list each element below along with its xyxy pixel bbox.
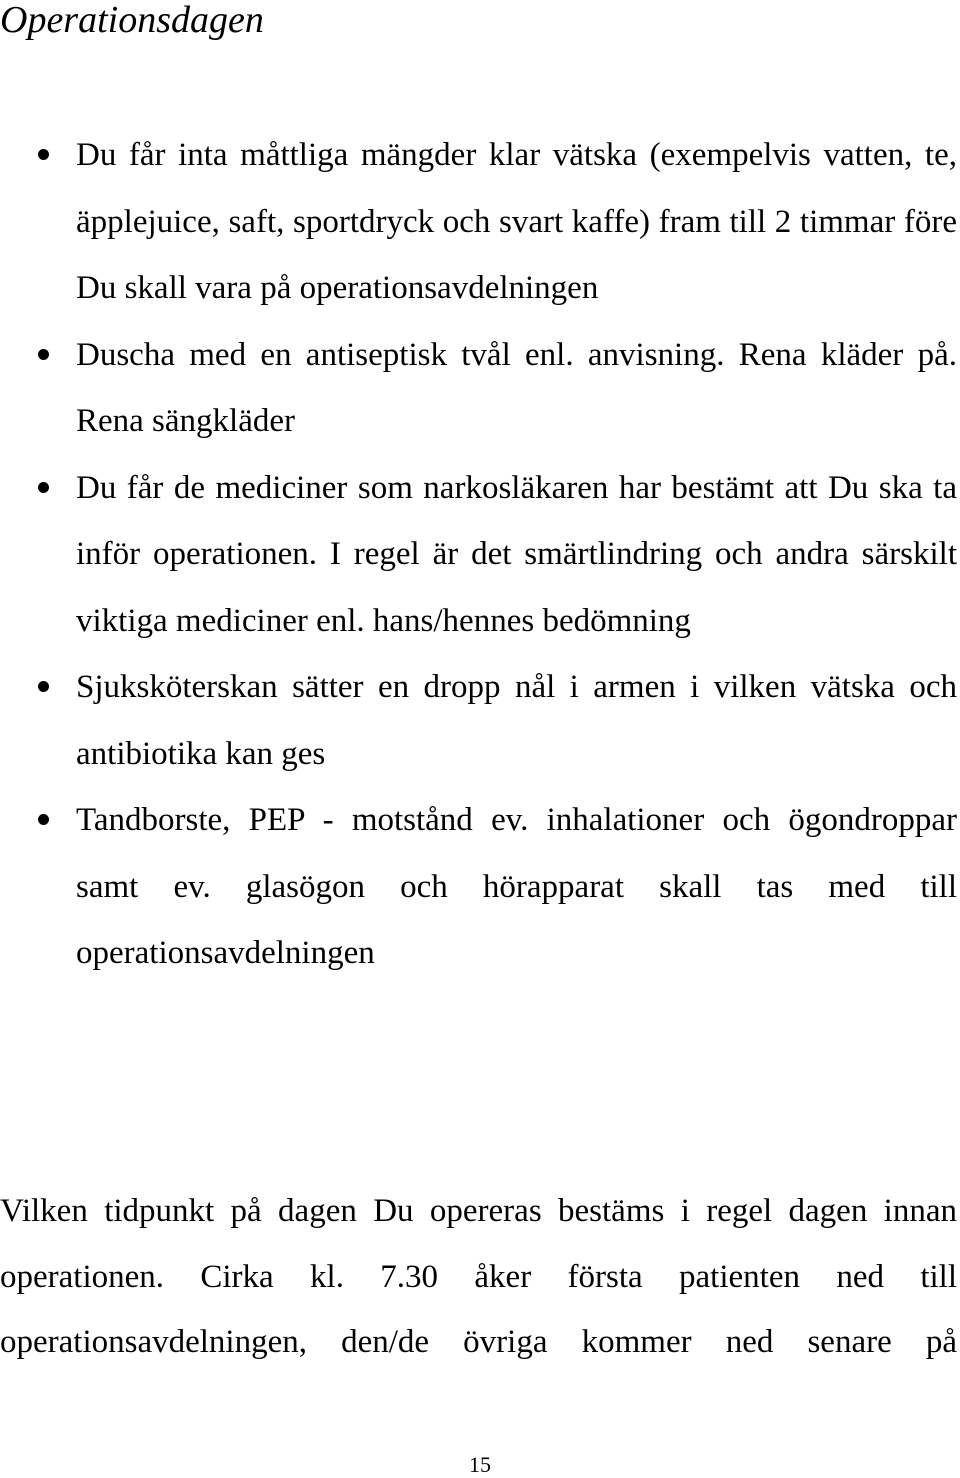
bullet-icon — [38, 814, 49, 825]
list-item — [0, 787, 960, 987]
bullet-list — [0, 122, 960, 987]
list-item-text: Du får de mediciner som narkosläkaren har bestämt att Du ska ta inför operationen. I regel är det smärtlindring och andra särskilt viktiga mediciner enl. hans/hennes bedömning — [76, 469, 957, 639]
list-item — [0, 654, 960, 787]
bullet-icon — [38, 681, 49, 692]
page-title: Operationsdagen — [0, 0, 264, 41]
list-item-text: Duscha med en antiseptisk tvål enl. anvisning. Rena kläder på. Rena sängkläder — [76, 336, 957, 439]
list-item-text: Sjuksköterskan sätter en dropp nål i armen i vilken vätska och antibiotika kan ges — [76, 669, 957, 772]
list-item — [0, 322, 960, 455]
list-item — [0, 122, 960, 322]
page-number: 15 — [469, 1452, 491, 1477]
bullet-icon — [38, 482, 49, 493]
bullet-icon — [38, 349, 49, 360]
list-item-text: Tandborste, PEP - motstånd ev. inhalationer och ögondroppar samt ev. glasögon och hörapparat skall tas med till operationsavdelningen — [76, 802, 957, 971]
body-paragraph: Vilken tidpunkt på dagen Du opereras bestäms i regel dagen innan operationen. Cirka kl. 7.30 åker första patienten ned till operationsavdelningen, den/de övriga kommer ned senare på — [0, 1193, 957, 1360]
bullet-icon — [38, 149, 49, 160]
list-item — [0, 455, 960, 655]
list-item-text: Du får inta måttliga mängder klar vätska (exempelvis vatten, te, äpplejuice, saft, sportdryck och svart kaffe) fram till 2 timmar före Du skall vara på operationsavdelningen — [76, 137, 957, 306]
